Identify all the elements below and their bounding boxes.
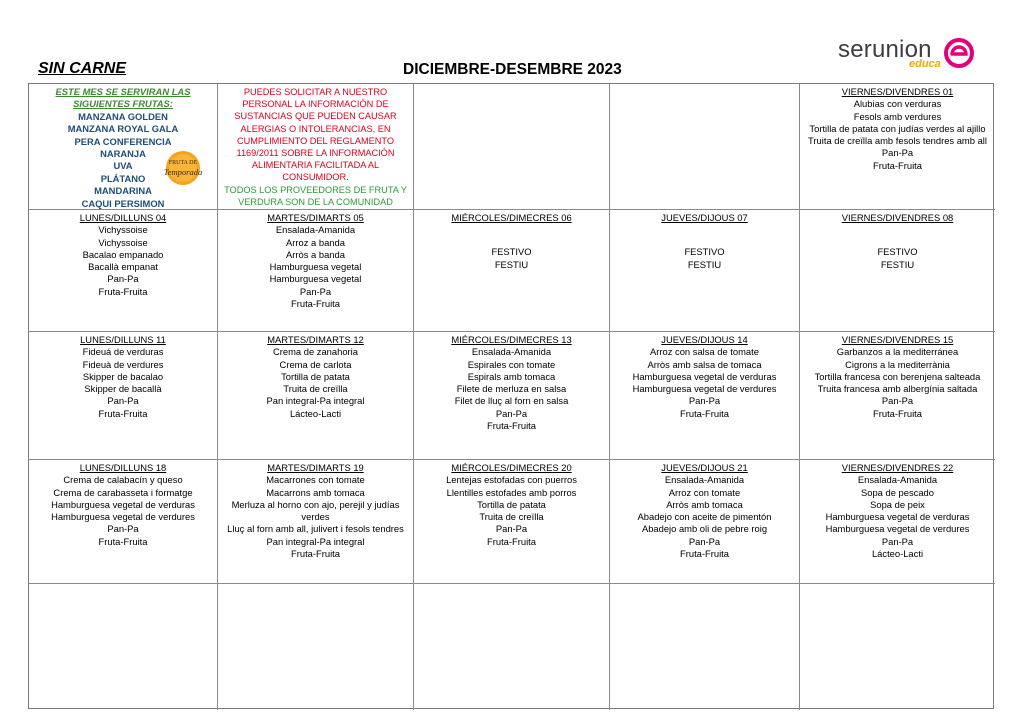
menu-item: Ensalada-Amanida [857, 474, 938, 486]
menu-item: Macarrones con tomate [266, 474, 365, 486]
holiday-text: FESTIU [880, 258, 915, 270]
day-cell [414, 210, 610, 332]
day-cell [414, 460, 610, 584]
holiday-text: FESTIVO [877, 246, 918, 258]
menu-item: Lácteo-Lacti [871, 548, 924, 560]
holiday-label [800, 246, 995, 271]
menu-item: Pan-Pa [107, 273, 139, 285]
menu-item: Pan-Pa [107, 395, 139, 407]
menu-item: Crema de carlota [279, 358, 352, 370]
menu-item: Llentilles estofades amb porros [446, 486, 577, 498]
day-label: MARTES/DIMARTS 12 [267, 334, 364, 345]
day-label: LUNES/DILLUNS 11 [80, 334, 166, 345]
menu-item: Tortilla de patata con judías verdes al ajillo [809, 122, 986, 134]
menu-item: Hamburguesa vegetal [269, 261, 362, 273]
menu-item: Pan-Pa [495, 523, 528, 535]
day-label: JUEVES/DIJOUS 07 [661, 212, 748, 223]
menu-item: Abadejo con aceite de pimentón [637, 511, 772, 523]
menu-item: Skipper de bacalao [82, 370, 164, 382]
menu-item: Ensalada-Amanida [664, 474, 745, 486]
menu-item: Tortilla de patata [281, 370, 350, 382]
menu-item: Crema de carabasseta i formatge [53, 486, 193, 498]
day-label: VIERNES/DIVENDRES 08 [841, 212, 954, 223]
day-cell [29, 460, 218, 584]
menu-item: Fideuá de verduras [82, 346, 164, 358]
menu-item: Arroz con salsa de tomate [650, 346, 759, 358]
menu-item: Vichyssoise [98, 224, 148, 236]
menu-item: Pan integral-Pa integral [266, 395, 365, 407]
menu-item: Arròs amb tomaca [666, 498, 743, 510]
empty-cell [218, 584, 414, 710]
fruit-item: MANZANA ROYAL GALA [67, 123, 179, 135]
logo-e-icon [943, 37, 975, 69]
day-cell [414, 332, 610, 460]
menu-item: Crema de calabacín y queso [63, 474, 183, 486]
menu-item: Arroz a banda [286, 236, 345, 248]
day-cell [218, 332, 414, 460]
fruit-item: MANZANA GOLDEN [78, 110, 168, 122]
day-label: LUNES/DILLUNS 04 [79, 212, 167, 223]
menu-item: Sopa de pescado [861, 486, 934, 498]
empty-cell [610, 584, 800, 710]
menu-item: Macarrons amb tomaca [266, 486, 365, 498]
holiday-text: FESTIU [687, 258, 722, 270]
menu-item: Fruta-Fruita [873, 159, 922, 171]
menu-item: Pan-Pa [881, 535, 914, 547]
fruit-item: NARANJA [100, 148, 146, 160]
day-label: VIERNES/DIVENDRES 22 [841, 462, 954, 473]
day-label: VIERNES/DIVENDRES 01 [841, 86, 954, 97]
menu-item: Skipper de bacallà [84, 383, 162, 395]
menu-type-title: SIN CARNE [38, 60, 127, 77]
fruit-item: PLÁTANO [100, 172, 146, 184]
allergy-info-cell [218, 84, 414, 210]
menu-item: Hamburguesa vegetal [269, 273, 362, 285]
day-cell [218, 210, 414, 332]
menu-item: Vichyssoise [98, 236, 148, 248]
menu-item: Arròs amb salsa de tomaca [647, 358, 762, 370]
holiday-label [610, 246, 799, 271]
holiday-text: FESTIVO [491, 246, 532, 258]
holiday-text: FESTIU [494, 258, 529, 270]
menu-item: Lácteo-Lacti [289, 407, 342, 419]
badge-text-bottom: Temporada [163, 167, 203, 177]
menu-item: Bacallà empanat [88, 261, 158, 273]
menu-item: Truita de creïlla amb fesols tendres amb all [808, 135, 987, 147]
day-label: MIÉRCOLES/DIMECRES 20 [451, 462, 572, 473]
empty-cell [610, 84, 800, 210]
empty-cell [29, 584, 218, 710]
day-cell [800, 210, 995, 332]
menu-item: Filete de merluza en salsa [456, 383, 567, 395]
menu-item: Pan-Pa [688, 535, 721, 547]
day-label: VIERNES/DIVENDRES 15 [841, 334, 954, 345]
supplier-notice: TODOS LOS PROVEEDORES DE FRUTA Y VERDURA SON DE LA COMUNIDAD [224, 184, 407, 207]
day-cell [29, 332, 218, 460]
day-label: JUEVES/DIJOUS 14 [661, 334, 748, 345]
menu-item: Pan-Pa [299, 285, 332, 297]
menu-item: Fruta-Fruita [487, 535, 536, 547]
menu-item: Hamburguesa vegetal de verduras [51, 498, 195, 510]
menu-item: Pan-Pa [881, 395, 914, 407]
menu-item: Hamburguesa vegetal de verdures [825, 523, 970, 535]
menu-item: Garbanzos a la mediterránea [836, 346, 959, 358]
fruit-item: UVA [113, 160, 133, 172]
menu-item: Fruta-Fruita [98, 535, 148, 547]
menu-item: Truita de creïlla [283, 383, 348, 395]
menu-item: Cigrons a la mediterrània [845, 358, 950, 370]
empty-cell [414, 84, 610, 210]
menu-item: Pan-Pa [495, 407, 528, 419]
menu-item: Fruta-Fruita [98, 407, 148, 419]
menu-item: Pan integral-Pa integral [266, 535, 365, 547]
day-cell [800, 332, 995, 460]
holiday-text: FESTIVO [684, 246, 725, 258]
empty-cell [414, 584, 610, 710]
menu-item: Fruta-Fruita [680, 548, 729, 560]
fruit-item: MANDARINA [94, 185, 152, 197]
menu-item: Fruta-Fruita [680, 407, 729, 419]
menu-item: Tortilla francesa con berenjena salteada [814, 370, 981, 382]
notice-text [218, 86, 413, 210]
menu-item: Fruta-Fruita [98, 285, 148, 297]
menu-item: Hamburguesa vegetal de verduras [825, 511, 970, 523]
day-cell [800, 460, 995, 584]
menu-item: Pan-Pa [688, 395, 721, 407]
month-title: DICIEMBRE-DESEMBRE 2023 [403, 61, 622, 78]
day-cell [610, 210, 800, 332]
day-label: JUEVES/DIJOUS 21 [661, 462, 748, 473]
menu-item: Fruta-Fruita [487, 420, 536, 432]
day-cell [29, 210, 218, 332]
day-label: LUNES/DILLUNS 18 [79, 462, 167, 473]
menu-item: Tortilla de patata [477, 498, 546, 510]
day-cell [610, 332, 800, 460]
fruit-item: PERA CONFERENCIA [74, 135, 172, 147]
day-label: MIÉRCOLES/DIMECRES 13 [451, 334, 572, 345]
logo-subtitle: educa [909, 58, 941, 70]
menu-item: Hamburguesa vegetal de verdures [632, 383, 777, 395]
menu-item: Crema de zanahoria [273, 346, 358, 358]
menu-item: Hamburguesa vegetal de verduras [632, 370, 777, 382]
fruit-item: CAQUI PERSIMON [81, 197, 165, 209]
menu-item: Hamburguesa vegetal de verdures [51, 511, 195, 523]
seasonal-fruit-badge [157, 148, 209, 188]
menu-item: Merluza al horno con ajo, perejil y judías verdes [231, 498, 400, 523]
empty-cell [800, 584, 995, 710]
day-cell [800, 84, 995, 210]
menu-item: Fruta-Fruita [291, 298, 340, 310]
serunion-logo [838, 36, 978, 72]
badge-text-top: FRUTA DE [168, 160, 198, 166]
menu-item: Ensalada-Amanida [275, 224, 356, 236]
day-label: MARTES/DIMARTS 19 [267, 462, 364, 473]
day-label: MARTES/DIMARTS 05 [267, 212, 364, 223]
allergy-notice: PUEDES SOLICITAR A NUESTRO PERSONAL LA INFORMACIÓN DE SUSTANCIAS QUE PUEDEN CAUSAR ALERGIAS O INTOLERANCIAS, EN CUMPLIMIENTO DEL REGLAMENTO 1169/2011 SOBRE LA INFORMACIÓN ALIMENTARIA FACILITADA AL CONSUMIDOR. [234, 87, 397, 183]
menu-item: Fesols amb verdures [853, 110, 942, 122]
menu-item: Pan-Pa [107, 523, 139, 535]
menu-item: Espirales con tomate [467, 358, 556, 370]
menu-item: Sopa de peix [870, 498, 925, 510]
logo-wordmark: serunion [838, 36, 932, 63]
day-cell [610, 460, 800, 584]
menu-item: Arroz con tomate [668, 486, 741, 498]
menu-item: Filet de lluç al forn en salsa [454, 395, 569, 407]
menu-item: Truita francesa amb albergínia saltada [817, 383, 978, 395]
menu-item: Espirals amb tomaca [467, 370, 556, 382]
menu-item: Fideuà de verdures [82, 358, 164, 370]
menu-calendar-grid [28, 83, 994, 709]
menu-item: Bacalao empanado [82, 248, 164, 260]
menu-item: Lluç al forn amb all, julivert i fesols tendres [227, 523, 404, 535]
menu-item: Alubias con verduras [853, 98, 942, 110]
fruits-intro-line: SIGUIENTES FRUTAS: [73, 98, 173, 110]
menu-item: Lentejas estofadas con puerros [446, 474, 577, 486]
holiday-label [414, 246, 609, 271]
menu-item: Fruta-Fruita [291, 548, 340, 560]
menu-item: Truita de creïlla [479, 511, 544, 523]
menu-item: Arròs a banda [286, 248, 345, 260]
menu-item: Fruta-Fruita [873, 407, 922, 419]
menu-item: Ensalada-Amanida [471, 346, 552, 358]
menu-item: Pan-Pa [881, 147, 914, 159]
fruits-intro-line: ESTE MES SE SERVIRAN LAS [55, 86, 191, 97]
day-cell [218, 460, 414, 584]
fruits-info-cell [29, 84, 218, 210]
day-label: MIÉRCOLES/DIMECRES 06 [451, 212, 572, 223]
menu-item: Abadejo amb oli de pebre roig [641, 523, 768, 535]
